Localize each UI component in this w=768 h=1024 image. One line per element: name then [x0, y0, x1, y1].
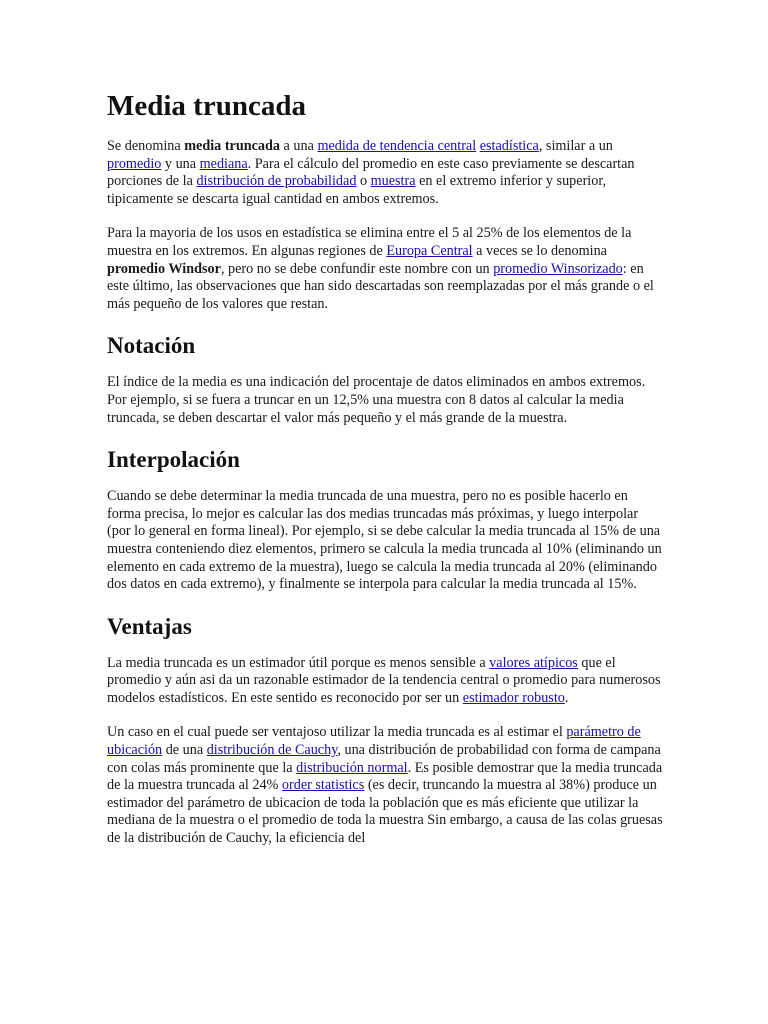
link-estimador-robusto[interactable]: estimador robusto [462, 689, 565, 706]
section-heading-notacion: Notación [107, 333, 196, 359]
link-order-statistics[interactable]: order statistics [281, 777, 365, 794]
interpolacion-paragraph: Cuando se debe determinar la media truncada de una muestra, pero no es posible hacerlo en forma precisa, lo mejor es calcular las dos medias truncadas más próximas, y luego interpolar (por lo general en forma lineal). Por ejemplo, si se debe calcular la media truncada al 15% de una muestra conteniendo diez elementos, primero se calcula la media truncada al 10% (eliminando un elemento en cada extremo de la muestra), luego se calcula la media truncada al 20% (eliminando dos datos en cada extremo), y finalmente se interpola para calcular la media truncada al 15%. [107, 488, 662, 593]
link-distribucion-cauchy[interactable]: distribución de Cauchy [206, 742, 338, 759]
text-run: : en este último, las observaciones que han sido descartadas son reemplazadas por el más grande o el más pequeño de los valores que restan. [107, 260, 654, 312]
text-run: , una distribución de probabilidad con forma de campana con colas más prominente que la [107, 742, 661, 776]
link-promedio-winsorizado[interactable]: promedio Winsorizado [493, 260, 623, 277]
intro-paragraph-2 [107, 225, 663, 313]
bold-term: media truncada [184, 138, 280, 154]
text-run: Un caso en el cual puede ser ventajoso utilizar la media truncada es al estimar el [107, 724, 567, 741]
intro-paragraph-1 [107, 138, 663, 208]
text-run: , similar a un [538, 138, 613, 154]
page-title: Media truncada [107, 90, 306, 122]
text-run: en el extremo inferior y superior, tipicamente se descarta igual cantidad en ambos extremos. [107, 173, 607, 207]
text-run: a veces se lo denomina [472, 242, 607, 259]
link-valores-atipicos[interactable]: valores atípicos [489, 654, 578, 671]
text-run: o [356, 173, 371, 190]
link-muestra[interactable]: muestra [370, 173, 416, 190]
document-page [107, 86, 663, 865]
text-run: Para la mayoria de los usos en estadística se elimina entre el 5 al 25% de los elementos de la muestra en los extremos. En algunas regiones de [107, 225, 632, 259]
ventajas-paragraph-1 [107, 655, 663, 708]
link-europa-central[interactable]: Europa Central [386, 242, 473, 259]
text-run: de una [162, 742, 207, 759]
link-promedio[interactable]: promedio [107, 155, 162, 172]
link-distribucion-normal[interactable]: distribución normal [296, 759, 408, 776]
text-run: y una [161, 155, 200, 172]
text-run: La media truncada es un estimador útil porque es menos sensible a [107, 654, 490, 671]
text-run: (es decir, truncando la muestra al 38%) produce un estimador del parámetro de ubicacion de toda la población que es más eficiente que utilizar la mediana de la muestra o el promedio de toda la muestra Sin embargo, a causa de las colas gruesas de la distribución de Cauchy, la eficiencia del [107, 777, 663, 847]
bold-term: promedio Windsor [107, 260, 221, 277]
text-run: . [564, 689, 569, 706]
text-run: Se denomina [107, 138, 185, 154]
link-estadistica[interactable]: estadística [479, 138, 539, 154]
text-run: . Es posible demostrar que la media truncada de la muestra truncada al 24% [107, 759, 663, 794]
ventajas-paragraph-2 [107, 724, 663, 847]
text-run: . Para el cálculo del promedio en este caso previamente se descartan porciones de la [107, 155, 635, 190]
notacion-paragraph: El índice de la media es una indicación del procentaje de datos eliminados en ambos extremos. Por ejemplo, si se fuera a truncar en un 12,5% una muestra con 8 datos al calcular la media truncada, se deben descartar el valor más pequeño y el más grande de la muestra. [107, 374, 646, 426]
link-distribucion-probabilidad[interactable]: distribución de probabilidad [196, 173, 357, 190]
link-parametro-ubicacion[interactable]: parámetro de ubicación [107, 724, 641, 759]
text-run: que el promedio y aún asi da un razonable estimador de la tendencia central o promedio para numerosos modelos estadísticos. En este sentido es reconocido por ser un [107, 654, 661, 706]
section-heading-interpolacion: Interpolación [107, 447, 240, 473]
text-run: a una [280, 138, 318, 154]
text-run: , pero no se debe confundir este nombre con un [220, 260, 494, 277]
link-medida-tendencia-central[interactable]: medida de tendencia central [317, 138, 477, 154]
link-mediana[interactable]: mediana [199, 155, 248, 172]
section-heading-ventajas: Ventajas [107, 613, 192, 639]
